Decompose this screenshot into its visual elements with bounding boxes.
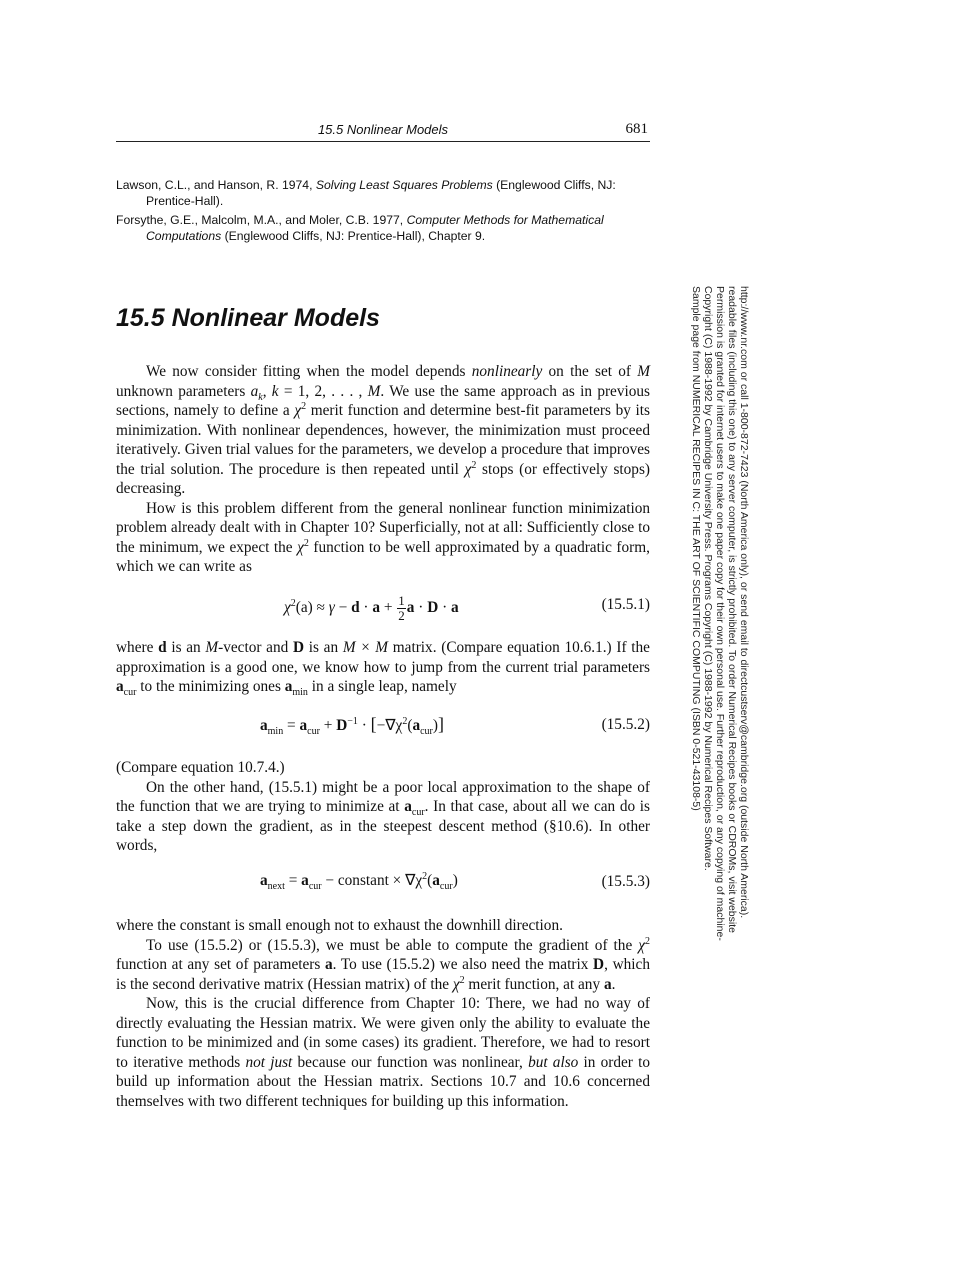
copyright-text — [690, 286, 750, 966]
equation-15-5-2 — [116, 714, 650, 740]
ref-authors: Forsythe, G.E., Malcolm, M.A., and Moler, C.B. 1977, — [116, 213, 407, 227]
section-title: 15.5 Nonlinear Models — [116, 304, 380, 332]
equation-number: (15.5.3) — [601, 873, 650, 890]
body-text-block-1 — [116, 362, 650, 577]
reference-item — [116, 177, 656, 209]
copyright-line: Sample page from NUMERICAL RECIPES IN C: THE ART OF SCIENTIFIC COMPUTING (ISBN 0-521-43108-5) — [690, 286, 702, 811]
paragraph: We now consider fitting when the model depends nonlinearly on the set of M unknown parameters $a_k$, k = 1, 2, . . . , M. We use the same approach as in previous sections, namely to define a $\chi^2$ merit function and determine best-fit parameters by its minimization. With nonlinear dependences, however, the minimization must proceed iteratively. Given trial values for the parameters, we develop a procedure that improves the trial solution. The procedure is then repeated until $\chi^2$ stops (or effectively stops) decreasing. — [116, 363, 650, 497]
running-head-title: 15.5 Nonlinear Models — [317, 122, 449, 137]
paragraph: On the other hand, (15.5.1) might be a poor local approximation to the shape of the function that we are trying to minimize at $a_{cur}$. In that case, about all we can do is take a step down the gradient, as in the steepest descent method (§10.6). In other words, — [116, 778, 650, 854]
paragraph: Now, this is the crucial difference from Chapter 10: There, we had no way of directly evaluating the Hessian matrix. We were given only the ability to evaluate the function to be minimized and (in some cases) its gradient. Therefore, we had to resort to iterative methods not just because our function was nonlinear, but also in order to build up information about the Hessian matrix. Sections 10.7 and 10.6 concerned themselves with two different techniques for building up this information. — [116, 995, 650, 1110]
equation-number: (15.5.2) — [601, 716, 650, 733]
equation-number: (15.5.1) — [601, 596, 650, 613]
body-text-block-2 — [116, 638, 650, 697]
copyright-line: Copyright (C) 1988-1992 by Cambridge University Press. Programs Copyright (C) 1988-1992 by Numerical Recipes Software. — [702, 286, 714, 871]
paragraph: where d is an M-vector and D is an M × M matrix. (Compare equation 10.6.1.) If the approximation is a good one, we know how to jump from the current trial parameters $a_{cur}$ to the minimizing ones $a_{min}$ in a single leap, namely — [116, 639, 650, 699]
ref-title: Computer Methods for Mathematical Computations — [146, 213, 604, 243]
copyright-line: Permission is granted for internet users to make one paper copy for their own personal use. Further reproduction, or any copying of machine- — [714, 286, 726, 941]
ref-publisher: (Englewood Cliffs, NJ: Prentice-Hall). — [146, 178, 616, 208]
paragraph: How is this problem different from the general nonlinear function minimization problem already dealt with in Chapter 10? Superficially, not at all: Sufficiently close to the minimum, we expect the $\chi^2$ function to be well approximated by a quadratic form, which we can write as — [116, 499, 650, 575]
reference-item — [116, 212, 656, 244]
fraction: $\frac{1}{2}$ — [398, 593, 405, 623]
reference-list — [116, 177, 656, 247]
copyright-side-note — [690, 286, 750, 966]
body-text-block-3 — [116, 758, 650, 856]
equation-body: $a_{min} = a_{cur} + D^{-1} \cdot [-\nabla\chi^2(a_{cur})]$ — [260, 714, 444, 738]
body-text-block-4 — [116, 916, 650, 1111]
ref-authors: Lawson, C.L., and Hanson, R. 1974, — [116, 178, 316, 192]
paragraph: To use (15.5.2) or (15.5.3), we must be able to compute the gradient of the $\chi^2$ function at any set of parameters a. To use (15.5.2) we also need the matrix D, which is the second derivative matrix (Hessian matrix) of the $\chi^2$ merit function, at any a. — [116, 935, 650, 993]
copyright-line: http://www.nr.com or call 1-800-872-7423 (North America only), or send email to directcustserv@cambridge.org (outside North America). — [738, 286, 750, 919]
paragraph: (Compare equation 10.7.4.) — [116, 759, 285, 776]
equation-body: $a_{next} = a_{cur}$ − constant × $\nabla\chi^2(a_{cur})$ — [260, 870, 458, 893]
ref-publisher: (Englewood Cliffs, NJ: Prentice-Hall), Chapter 9. — [221, 229, 486, 243]
equation-15-5-3 — [116, 871, 650, 897]
equation-body: $\chi^2(a) \approx \gamma - d \cdot a$ + $\frac{1}{2}$ a · D · a — [284, 593, 459, 623]
copyright-line: readable files (including this one) to any server computer, is strictly prohibited. To order Numerical Recipes books or CDROMs, visit website — [726, 286, 738, 933]
equation-15-5-1 — [116, 593, 650, 623]
paragraph: where the constant is small enough not to exhaust the downhill direction. — [116, 917, 563, 934]
ref-title: Solving Least Squares Problems — [315, 178, 493, 192]
page-number: 681 — [625, 121, 648, 137]
running-head — [116, 121, 650, 142]
